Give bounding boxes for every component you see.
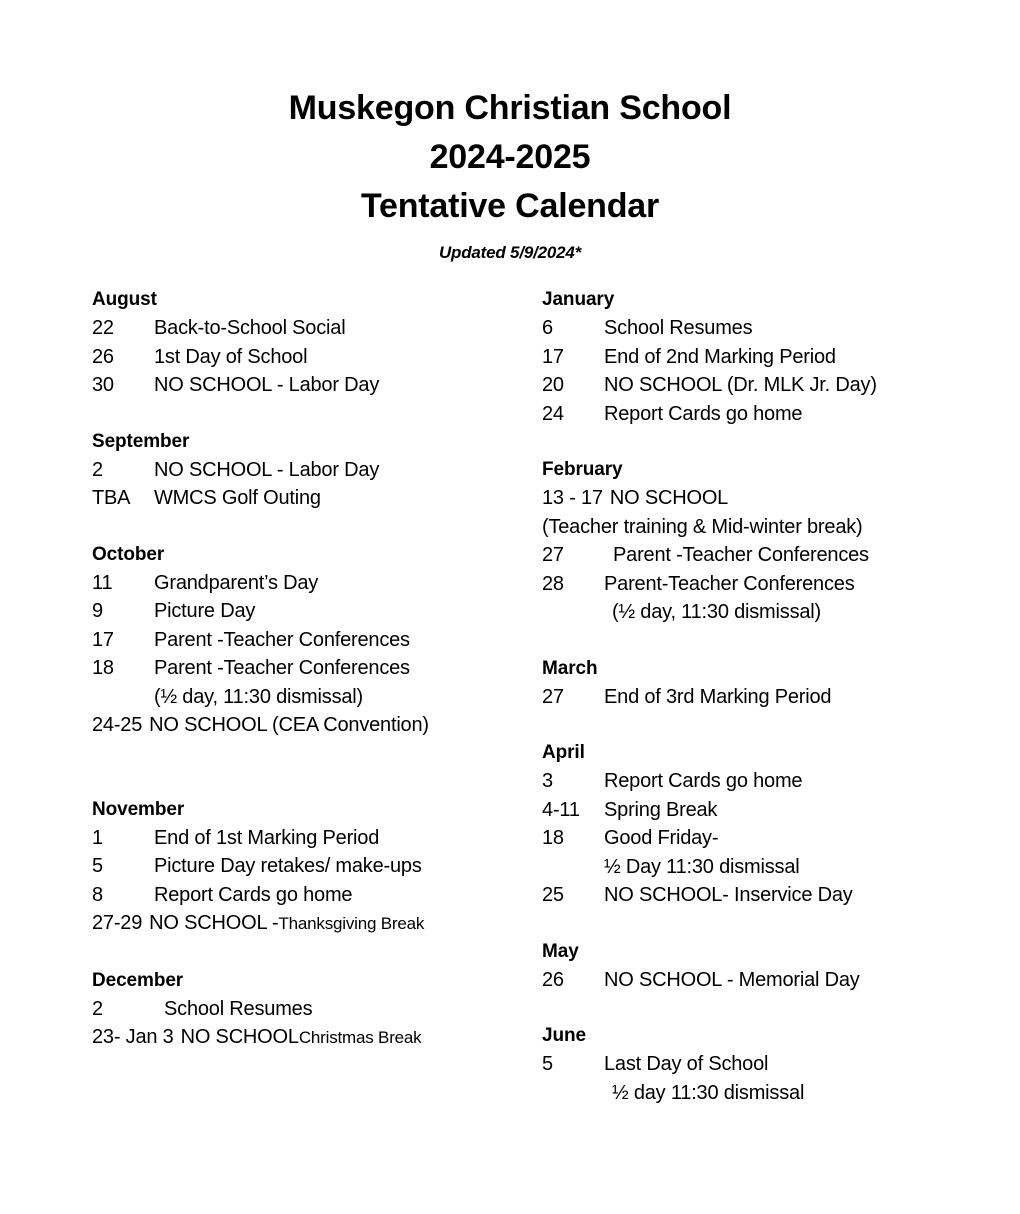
document-header [0,0,1020,263]
calendar-entry [542,541,962,570]
entry-label: NO SCHOOL- Inservice Day [604,884,853,906]
calendar-entry [542,824,962,853]
entry-label: 1st Day of School [154,345,308,368]
school-name: Muskegon Christian School [288,89,732,127]
entry-label: Last Day of School [604,1053,769,1075]
month-name-february: February [542,459,623,480]
entry-date: 9 [92,600,103,622]
entry-date: 27-29 [92,912,143,934]
entry-label: School Resumes [604,317,753,339]
month-block-december [92,967,542,1053]
entry-label: NO SCHOOL (Dr. MLK Jr. Day) [604,374,877,396]
entry-label: Back-to-School Social [154,317,346,339]
calendar-columns [0,286,1020,1107]
entry-date: 5 [542,1053,553,1075]
entry-date: 11 [92,571,113,594]
entry-label: Report Cards go home [604,770,803,792]
month-name-may: May [542,940,579,962]
calendar-column-left [92,286,542,1053]
entry-label: NO SCHOOL - Labor Day [154,458,380,481]
month-name-december: December [92,969,184,991]
calendar-entry [92,711,542,740]
month-block-february [542,456,962,627]
calendar-entry [542,966,962,995]
entry-date: 8 [92,883,103,906]
entry-label: Spring Break [604,798,718,821]
entry-label: Report Cards go home [604,402,803,425]
entry-label: NO SCHOOL - Labor Day [154,374,380,396]
entry-label: Grandparent’s Day [154,571,319,594]
calendar-entry [92,654,542,683]
month-name-april: April [542,742,585,763]
month-name-october: October [92,543,165,565]
entry-label: Parent -Teacher Conferences [613,544,869,566]
entry-date: 1 [92,826,103,849]
calendar-entry [542,371,962,400]
calendar-entry [92,456,542,485]
document-type: Tentative Calendar [360,187,660,225]
month-block-march [542,655,962,712]
month-name-january: January [542,289,615,310]
entry-date: 2 [92,997,103,1020]
calendar-entry [542,881,962,910]
calendar-entry [542,1050,962,1079]
calendar-column-right [542,286,962,1107]
calendar-entry [92,852,542,881]
entry-date: 27 [542,685,564,708]
entry-date: 6 [542,317,553,339]
month-spacer [92,939,542,967]
entry-label: School Resumes [164,997,313,1020]
month-name-november: November [92,798,185,820]
entry-date: 2 [92,458,103,481]
entry-subline: (½ day, 11:30 dismissal) [612,601,821,623]
month-spacer [542,627,962,655]
month-block-september [92,428,542,513]
month-spacer [542,910,962,938]
entry-date: 17 [92,628,114,651]
entry-date: 18 [542,827,564,849]
calendar-entry [92,569,542,598]
month-name-september: September [92,430,190,452]
entry-label: Parent-Teacher Conferences [604,572,855,595]
entry-label: NO SCHOOL [609,487,729,509]
calendar-entry [542,796,962,825]
calendar-entry [542,314,962,343]
entry-date: 23- Jan 3 [92,1026,174,1048]
entry-date: 25 [542,884,564,906]
month-spacer [92,400,542,428]
entry-date: 17 [542,345,564,368]
calendar-entry [92,1023,542,1053]
month-name-august: August [92,289,157,310]
entry-date: 20 [542,374,564,396]
entry-label: End of 2nd Marking Period [604,345,836,368]
entry-label: Good Friday- [604,827,719,849]
calendar-entry [92,909,542,939]
month-block-may [542,938,962,995]
calendar-entry [542,767,962,796]
month-name-march: March [542,657,598,679]
calendar-note-line [542,513,962,542]
month-block-october [92,541,542,740]
entry-label: End of 3rd Marking Period [604,685,832,708]
calendar-entry [92,881,542,910]
updated-date: Updated 5/9/2024* [438,243,582,262]
entry-date: TBA [92,487,131,509]
entry-date: 3 [542,770,553,792]
entry-date: 26 [92,345,114,368]
entry-date: 13 - 17 [542,487,603,509]
calendar-entry [92,314,542,343]
calendar-entry [92,484,542,513]
month-block-august [92,286,542,400]
entry-label: WMCS Golf Outing [154,487,321,509]
entry-label: End of 1st Marking Period [154,826,380,849]
month-block-november [92,796,542,939]
entry-date: 30 [92,374,114,396]
calendar-entry [542,343,962,372]
month-block-april [542,739,962,910]
month-name-june: June [542,1025,586,1046]
calendar-entry [92,371,542,400]
entry-label: Parent -Teacher Conferences [154,657,410,679]
month-spacer [542,711,962,739]
calendar-entry [92,626,542,655]
entry-date: 5 [92,855,103,877]
entry-label: NO SCHOOL - Memorial Day [604,968,860,991]
entry-label: Picture Day [154,600,256,622]
entry-date: 24-25 [92,714,143,736]
entry-label: NO SCHOOL [180,1026,299,1048]
calendar-entry [542,484,962,513]
school-year: 2024-2025 [429,138,591,176]
entry-date: 27 [542,544,564,566]
entry-label: Report Cards go home [154,883,353,906]
month-block-june [542,1022,962,1107]
month-block-january [542,286,962,428]
calendar-entry [542,570,962,599]
entry-date: 18 [92,657,114,679]
calendar-entry [92,343,542,372]
entry-date: 4-11 [542,798,580,821]
entry-subline: (½ day, 11:30 dismissal) [154,685,363,708]
entry-subline: ½ Day 11:30 dismissal [604,855,800,878]
entry-label: NO SCHOOL - [149,912,279,934]
month-spacer [92,513,542,541]
entry-date: 24 [542,402,564,425]
calendar-entry [92,597,542,626]
entry-date: 22 [92,317,114,339]
entry-date: 26 [542,968,564,991]
entry-date: 28 [542,572,564,595]
entry-label-note: Christmas Break [298,1028,422,1047]
entry-label: (Teacher training & Mid-winter break) [542,515,863,538]
month-spacer [542,428,962,456]
entry-label: NO SCHOOL (CEA Convention) [149,714,429,736]
calendar-entry [542,683,962,712]
month-spacer [92,740,542,796]
entry-label: Parent -Teacher Conferences [154,628,410,651]
entry-subline: ½ day 11:30 dismissal [612,1081,805,1104]
calendar-entry [92,824,542,853]
entry-label: Picture Day retakes/ make-ups [154,855,422,877]
calendar-entry [92,995,542,1024]
entry-label-note: Thanksgiving Break [278,914,425,933]
calendar-entry [542,400,962,429]
month-spacer [542,994,962,1022]
